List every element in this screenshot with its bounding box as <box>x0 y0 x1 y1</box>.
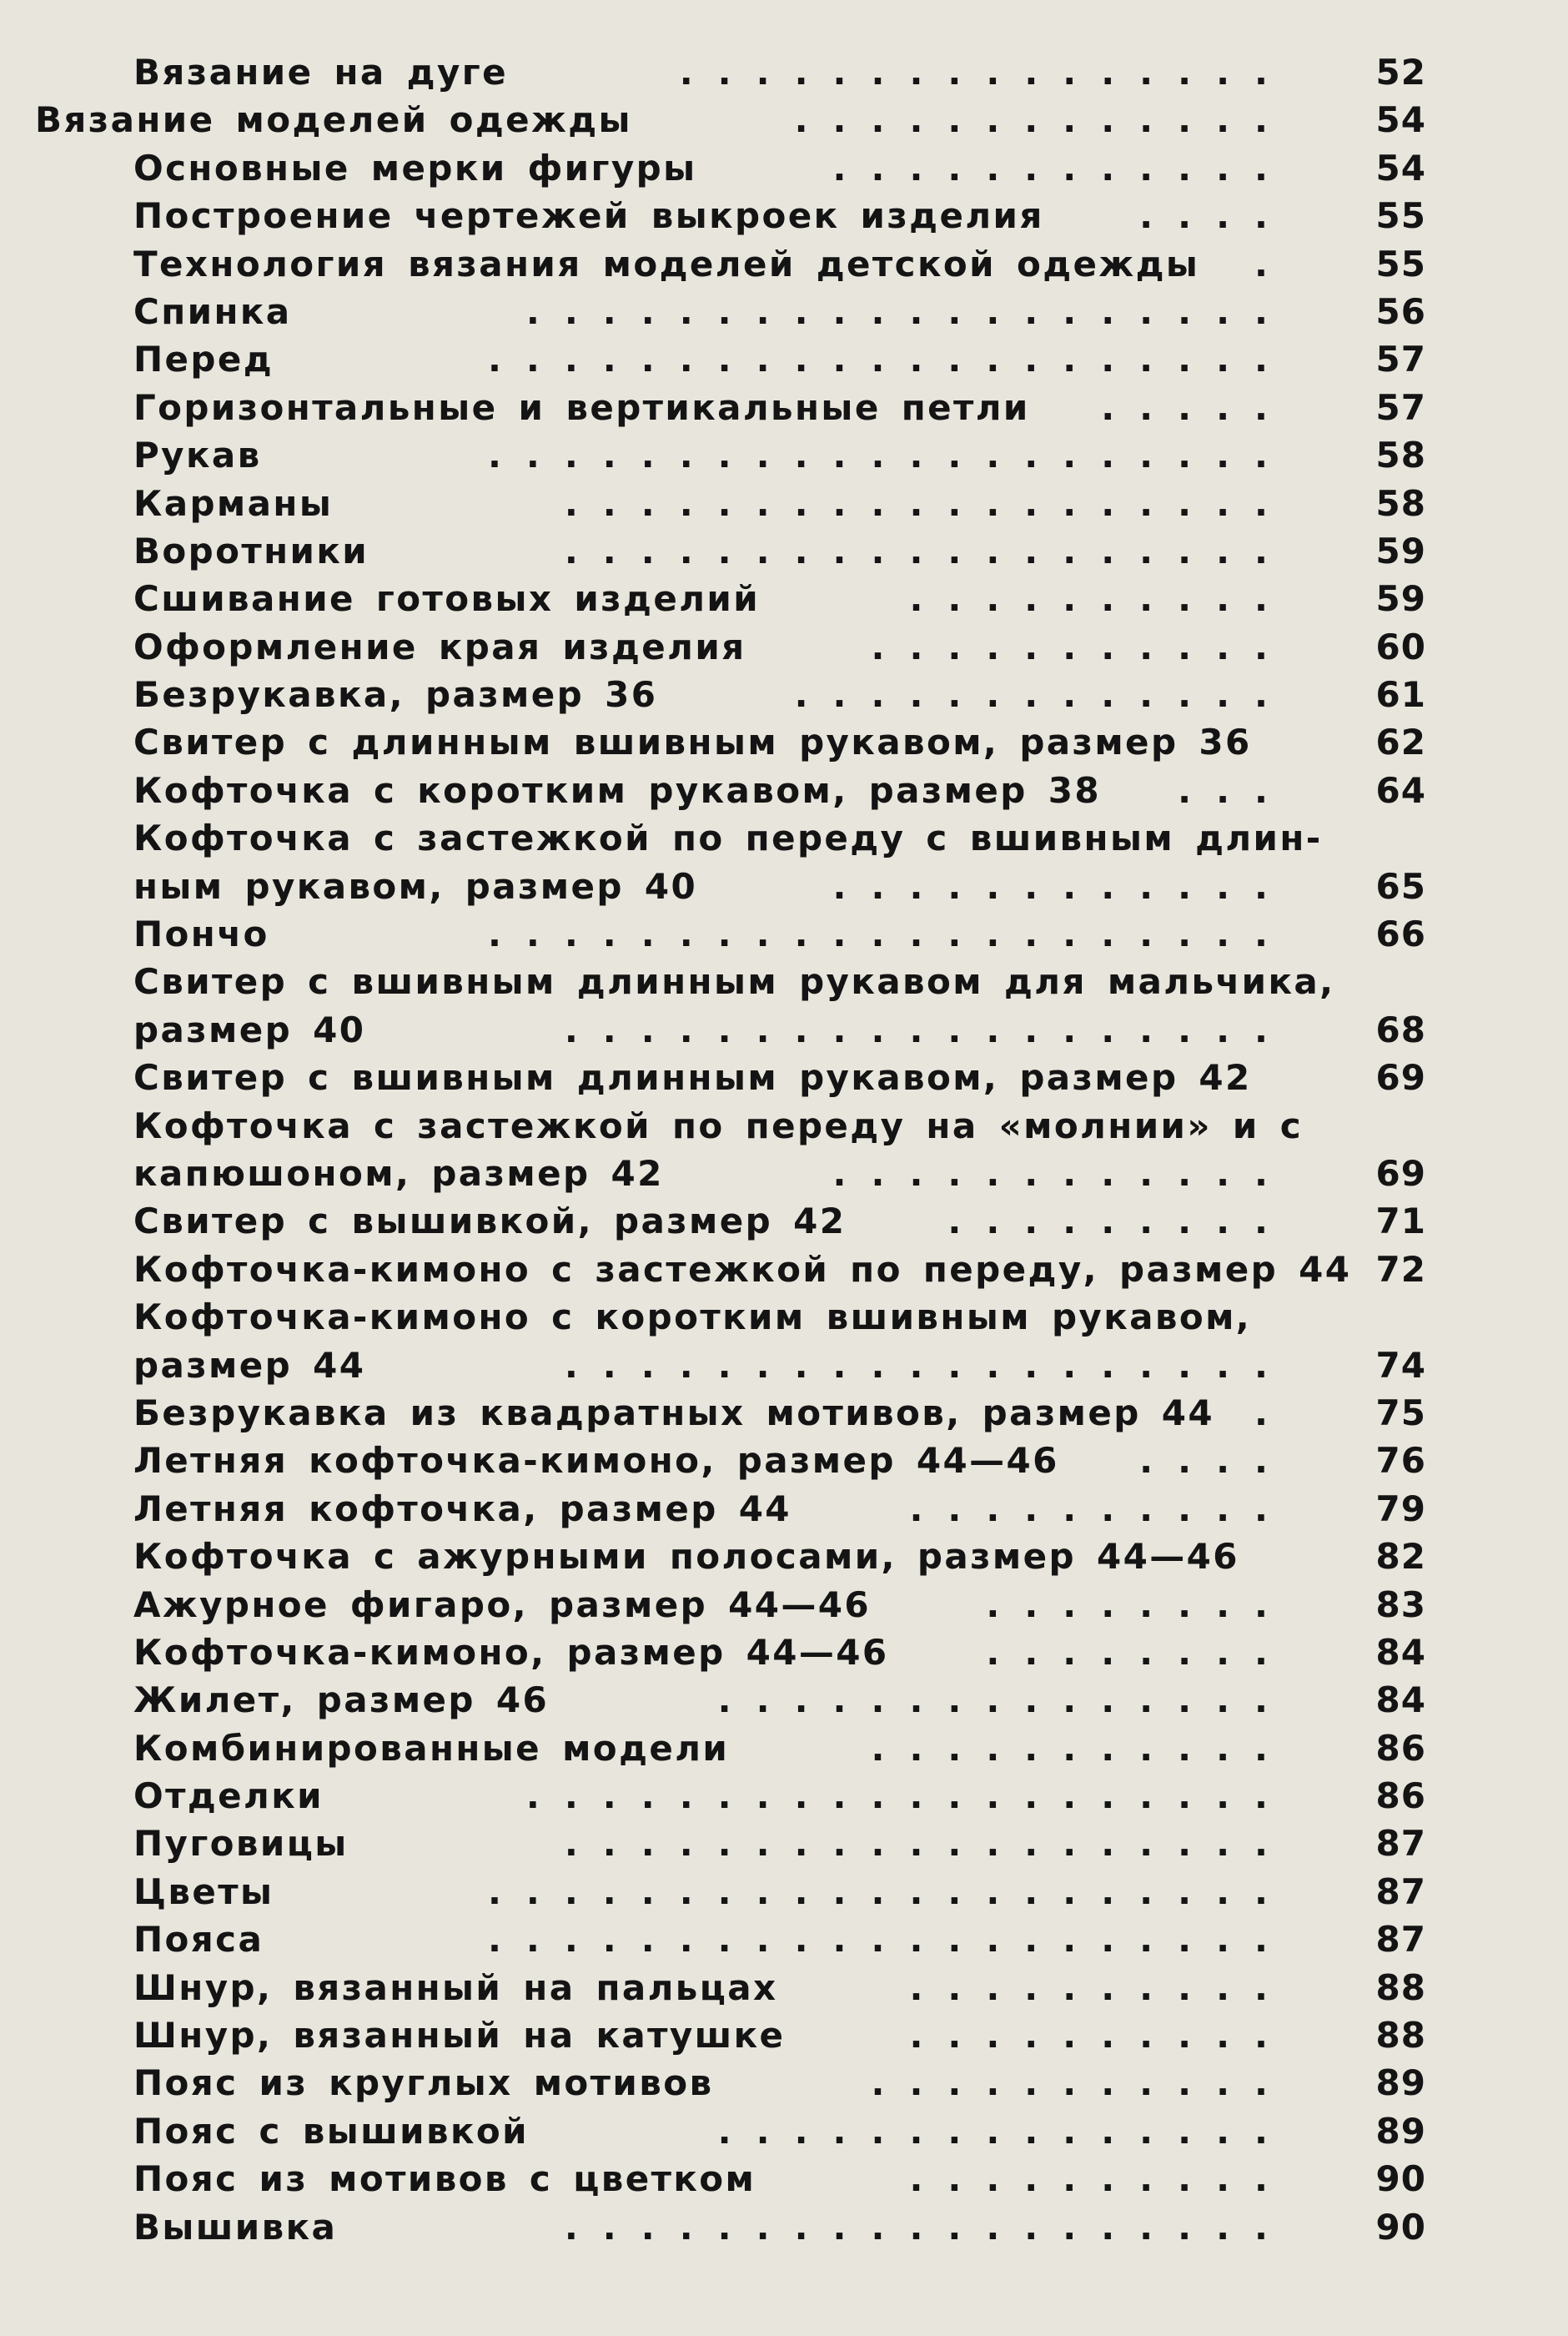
toc-entry <box>0 1820 1568 1867</box>
toc-entry-line <box>0 1389 1568 1437</box>
toc-entry <box>0 431 1568 479</box>
dot-leader: ..................... <box>487 339 1293 380</box>
toc-page-number: 68 <box>1375 1009 1426 1050</box>
toc-page-number: 58 <box>1375 435 1426 476</box>
toc-entry <box>0 1772 1568 1820</box>
toc-page-number: 89 <box>1375 2110 1426 2152</box>
toc-section-entry <box>0 96 1568 143</box>
dot-leader: .......... <box>909 2015 1293 2057</box>
toc-entry-title: размер 44 <box>133 1344 366 1386</box>
toc-entry-title: Построение чертежей выкроек изделия <box>133 195 1044 237</box>
toc-entry <box>0 1868 1568 1916</box>
toc-entry-title: Перед <box>133 339 274 380</box>
toc-entry-title: Комбинированные модели <box>133 1727 730 1769</box>
toc-entry <box>0 1485 1568 1533</box>
toc-entry-title: Цветы <box>133 1870 274 1912</box>
toc-entry-line <box>0 335 1568 383</box>
toc-entry-line <box>0 1964 1568 2011</box>
toc-entry-line <box>0 2011 1568 2059</box>
dot-leader: ......... <box>947 1201 1293 1242</box>
toc-entry-line <box>0 2203 1568 2251</box>
dot-leader: ........... <box>871 626 1293 667</box>
toc-entry-line <box>0 958 1568 1005</box>
toc-entry-title: Кофточка-кимоно, размер 44—46 <box>133 1631 889 1673</box>
toc-entry-line <box>0 1533 1568 1580</box>
dot-leader: ............ <box>832 865 1293 907</box>
dot-leader: ............... <box>717 1679 1293 1721</box>
toc-entry-title: Кофточка-кимоно с коротким вшивным рукавом, <box>133 1296 1252 1338</box>
dot-leader: ..................... <box>487 1870 1293 1912</box>
toc-page-number: 88 <box>1375 2015 1426 2057</box>
dot-leader: ................... <box>564 1344 1293 1386</box>
toc-page-number: 69 <box>1375 1057 1426 1099</box>
toc-entry-line <box>0 814 1568 862</box>
toc-entry-line <box>0 910 1568 958</box>
toc-page-number: 58 <box>1375 482 1426 524</box>
toc-entry-title: ным рукавом, размер 40 <box>133 865 698 907</box>
toc-entry <box>0 1916 1568 1963</box>
dot-leader: ........... <box>871 1727 1293 1769</box>
toc-entry-title: Летняя кофточка-кимоно, размер 44—46 <box>133 1440 1059 1482</box>
toc-page-number: 90 <box>1375 2206 1426 2248</box>
toc-entry <box>0 1437 1568 1484</box>
toc-entry <box>0 1629 1568 1676</box>
toc-entry <box>0 718 1568 766</box>
toc-entry-title: Кофточка с застежкой по переду на «молнии» и с <box>133 1105 1304 1146</box>
toc-entry <box>0 1581 1568 1629</box>
toc-page-number: 86 <box>1375 1727 1426 1769</box>
toc-entry-title: Отделки <box>133 1775 324 1817</box>
toc-entry <box>0 1724 1568 1772</box>
toc-page-number: 59 <box>1375 530 1426 571</box>
toc-entry-line <box>0 575 1568 622</box>
toc-page-number: 60 <box>1375 626 1426 667</box>
toc-page-number: 56 <box>1375 290 1426 332</box>
toc-entry-line <box>0 1485 1568 1533</box>
toc-entry <box>0 1676 1568 1724</box>
toc-page-number: 84 <box>1375 1631 1426 1673</box>
toc-entry-line <box>0 96 1568 143</box>
toc-entry-title: Вышивка <box>133 2206 338 2248</box>
dot-leader: ..... <box>1101 386 1293 428</box>
toc-entry-line <box>0 1006 1568 1054</box>
toc-entry-title: Летняя кофточка, размер 44 <box>133 1488 792 1529</box>
toc-entry-line <box>0 431 1568 479</box>
toc-page-number: 61 <box>1375 674 1426 716</box>
dot-leader: ................ <box>679 52 1293 93</box>
toc-entry-title: Основные мерки фигуры <box>133 147 697 189</box>
dot-leader: ................... <box>564 1823 1293 1865</box>
toc-entry-title: Кофточка с ажурными полосами, размер 44—46 <box>133 1536 1239 1578</box>
toc-entry <box>0 480 1568 527</box>
toc-entry-title: Пояс из круглых мотивов <box>133 2062 714 2104</box>
toc-entry-line <box>0 527 1568 575</box>
dot-leader: ........ <box>986 1583 1293 1625</box>
toc-page-number: 54 <box>1375 147 1426 189</box>
toc-entry-line <box>0 1342 1568 1389</box>
toc-entry-line <box>0 1629 1568 1676</box>
toc-entry-line <box>0 1868 1568 1916</box>
dot-leader: ..................... <box>487 435 1293 476</box>
toc-entry-line <box>0 2059 1568 2107</box>
toc-entry-title: Свитер с длинным вшивным рукавом, размер 36 <box>133 722 1252 763</box>
toc-entry-title: Пончо <box>133 914 269 955</box>
toc-entry-line <box>0 1197 1568 1245</box>
toc-entry <box>0 2011 1568 2059</box>
toc-entry-title: Пояса <box>133 1919 264 1961</box>
toc-entry-line <box>0 288 1568 335</box>
toc-page-number: 76 <box>1375 1440 1426 1482</box>
toc-entry-title: Свитер с вшивным длинным рукавом для мальчика, <box>133 961 1335 1003</box>
toc-entry-title: Кофточка с застежкой по переду с вшивным длин- <box>133 818 1323 859</box>
toc-entry-line <box>0 2155 1568 2203</box>
toc-entry <box>0 623 1568 671</box>
toc-entry <box>0 2059 1568 2107</box>
toc-entry-title: Технология вязания моделей детской одежды <box>133 243 1200 284</box>
toc-page-number: 72 <box>1375 1248 1426 1290</box>
toc-entry <box>0 1197 1568 1245</box>
toc-entry <box>0 1246 1568 1293</box>
toc-entry-line <box>0 144 1568 192</box>
toc-entry-title: Кофточка-кимоно с застежкой по переду, размер 44 <box>133 1248 1352 1290</box>
toc-entry <box>0 527 1568 575</box>
toc-entry-title: Жилет, размер 46 <box>133 1679 550 1721</box>
toc-entry-line <box>0 863 1568 910</box>
dot-leader: ... <box>1178 769 1293 811</box>
toc-entry <box>0 1964 1568 2011</box>
toc-entry-line <box>0 2107 1568 2155</box>
toc-entry-title: Свитер с вшивным длинным рукавом, размер 42 <box>133 1057 1252 1099</box>
toc-entry <box>0 671 1568 718</box>
toc-entry <box>0 288 1568 335</box>
toc-entry-title: Ажурное фигаро, размер 44—46 <box>133 1583 872 1625</box>
toc-page-number: 57 <box>1375 386 1426 428</box>
toc-entry-title: размер 40 <box>133 1009 366 1050</box>
toc-entry <box>0 958 1568 1054</box>
toc-entry <box>0 910 1568 958</box>
toc-entry-title: Кофточка с коротким рукавом, размер 38 <box>133 769 1101 811</box>
toc-entry <box>0 192 1568 239</box>
dot-leader: ................... <box>564 530 1293 571</box>
toc-entry-title: Шнур, вязанный на пальцах <box>133 1966 778 2008</box>
dot-leader: ................... <box>564 1009 1293 1050</box>
toc-entry <box>0 1293 1568 1389</box>
toc-entry <box>0 1054 1568 1101</box>
toc-entry-line <box>0 480 1568 527</box>
toc-entry-line <box>0 240 1568 288</box>
dot-leader: ............. <box>794 674 1293 716</box>
toc-entry-title: Пояс с вышивкой <box>133 2110 529 2152</box>
toc-entry-line <box>0 1437 1568 1484</box>
toc-entry <box>0 48 1568 96</box>
toc-page-number: 75 <box>1375 1392 1426 1433</box>
toc-page-number: 87 <box>1375 1870 1426 1912</box>
dot-leader: ........ <box>986 1631 1293 1673</box>
toc-page-number: 82 <box>1375 1536 1426 1578</box>
toc-entry-line <box>0 1820 1568 1867</box>
toc-entry-line <box>0 767 1568 814</box>
toc-page-number: 89 <box>1375 2062 1426 2104</box>
toc-entry <box>0 144 1568 192</box>
toc-page-number: 69 <box>1375 1152 1426 1194</box>
dot-leader: ........... <box>871 2062 1293 2104</box>
toc-entry-line <box>0 623 1568 671</box>
toc-page-number: 64 <box>1375 769 1426 811</box>
toc-entry-title: Спинка <box>133 290 292 332</box>
toc-entry-line <box>0 718 1568 766</box>
toc-entry <box>0 2203 1568 2251</box>
toc-entry-line <box>0 1054 1568 1101</box>
toc-page-number: 88 <box>1375 1966 1426 2008</box>
toc-entry-title: Вязание моделей одежды <box>35 99 632 141</box>
toc-entry-line <box>0 48 1568 96</box>
toc-page-number: 84 <box>1375 1679 1426 1721</box>
toc-page-number: 71 <box>1375 1201 1426 1242</box>
toc-entry-line <box>0 1676 1568 1724</box>
toc-page-number: 55 <box>1375 243 1426 284</box>
toc-entry <box>0 1533 1568 1580</box>
toc-page-number: 52 <box>1375 52 1426 93</box>
dot-leader: ..................... <box>487 1919 1293 1961</box>
dot-leader: .... <box>1139 195 1293 237</box>
dot-leader <box>1254 1533 1293 1580</box>
toc-page-number: 57 <box>1375 339 1426 380</box>
toc-page-number: 59 <box>1375 578 1426 620</box>
toc-entry-title: Воротники <box>133 530 369 571</box>
toc-entry <box>0 767 1568 814</box>
dot-leader: . <box>1254 243 1293 284</box>
dot-leader: ............... <box>717 2110 1293 2152</box>
toc-entry-line <box>0 671 1568 718</box>
toc-page-number: 87 <box>1375 1823 1426 1865</box>
toc-page-number: 90 <box>1375 2158 1426 2200</box>
toc-entry-title: Свитер с вышивкой, размер 42 <box>133 1201 847 1242</box>
toc-page-number: 62 <box>1375 722 1426 763</box>
toc-entry-line <box>0 192 1568 239</box>
toc-entry-line <box>0 384 1568 431</box>
toc-entry-title: Оформление края изделия <box>133 626 746 667</box>
toc-entry-title: Безрукавка из квадратных мотивов, размер 44 <box>133 1392 1215 1433</box>
dot-leader: . <box>1254 1392 1293 1433</box>
toc-page-number: 87 <box>1375 1919 1426 1961</box>
toc-entry-title: Карманы <box>133 482 334 524</box>
toc-page-number: 65 <box>1375 865 1426 907</box>
toc-entry <box>0 1389 1568 1437</box>
toc-entry-line <box>0 1293 1568 1341</box>
dot-leader: ................... <box>564 2206 1293 2248</box>
toc-entry-line <box>0 1724 1568 1772</box>
toc-entry-title: капюшоном, размер 42 <box>133 1152 664 1194</box>
toc-entry-title: Горизонтальные и вертикальные петли <box>133 386 1030 428</box>
toc-entry <box>0 814 1568 910</box>
toc-entry-line <box>0 1150 1568 1197</box>
toc-entry <box>0 335 1568 383</box>
dot-leader: .......... <box>909 2158 1293 2200</box>
toc-entry-title: Вязание на дуге <box>133 52 508 93</box>
toc-entry-title: Сшивание готовых изделий <box>133 578 761 620</box>
toc-entry <box>0 575 1568 622</box>
dot-leader: .......... <box>909 1966 1293 2008</box>
toc-page-number: 66 <box>1375 914 1426 955</box>
dot-leader: .......... <box>909 1488 1293 1529</box>
dot-leader: ................... <box>564 482 1293 524</box>
toc-entry-title: Рукав <box>133 435 262 476</box>
toc-page-number: 55 <box>1375 195 1426 237</box>
toc-entry <box>0 240 1568 288</box>
toc-entry-line <box>0 1772 1568 1820</box>
toc-entry <box>0 2155 1568 2203</box>
toc-entry-title: Пуговицы <box>133 1823 349 1865</box>
toc-entry <box>0 2107 1568 2155</box>
dot-leader: ............. <box>794 99 1293 141</box>
toc-entry-title: Безрукавка, размер 36 <box>133 674 658 716</box>
dot-leader: ............ <box>832 147 1293 189</box>
dot-leader: .... <box>1139 1440 1293 1482</box>
toc-entry <box>0 384 1568 431</box>
toc-page-number: 83 <box>1375 1583 1426 1625</box>
dot-leader: .................... <box>525 1775 1293 1817</box>
toc-entry-line <box>0 1916 1568 1963</box>
toc-entry-line <box>0 1246 1568 1293</box>
toc-entry-title: Шнур, вязанный на катушке <box>133 2015 786 2057</box>
toc-page-number: 54 <box>1375 99 1426 141</box>
toc-page-number: 74 <box>1375 1344 1426 1386</box>
dot-leader: ..................... <box>487 914 1293 955</box>
toc-entry-line <box>0 1581 1568 1629</box>
toc-entry <box>0 1102 1568 1198</box>
dot-leader: .......... <box>909 578 1293 620</box>
dot-leader: .................... <box>525 290 1293 332</box>
toc-page-number: 79 <box>1375 1488 1426 1529</box>
toc-page-number: 86 <box>1375 1775 1426 1817</box>
dot-leader: ............ <box>832 1152 1293 1194</box>
toc-entry-line <box>0 1102 1568 1150</box>
toc-entry-title: Пояс из мотивов с цветком <box>133 2158 756 2200</box>
table-of-contents <box>0 48 1568 2251</box>
